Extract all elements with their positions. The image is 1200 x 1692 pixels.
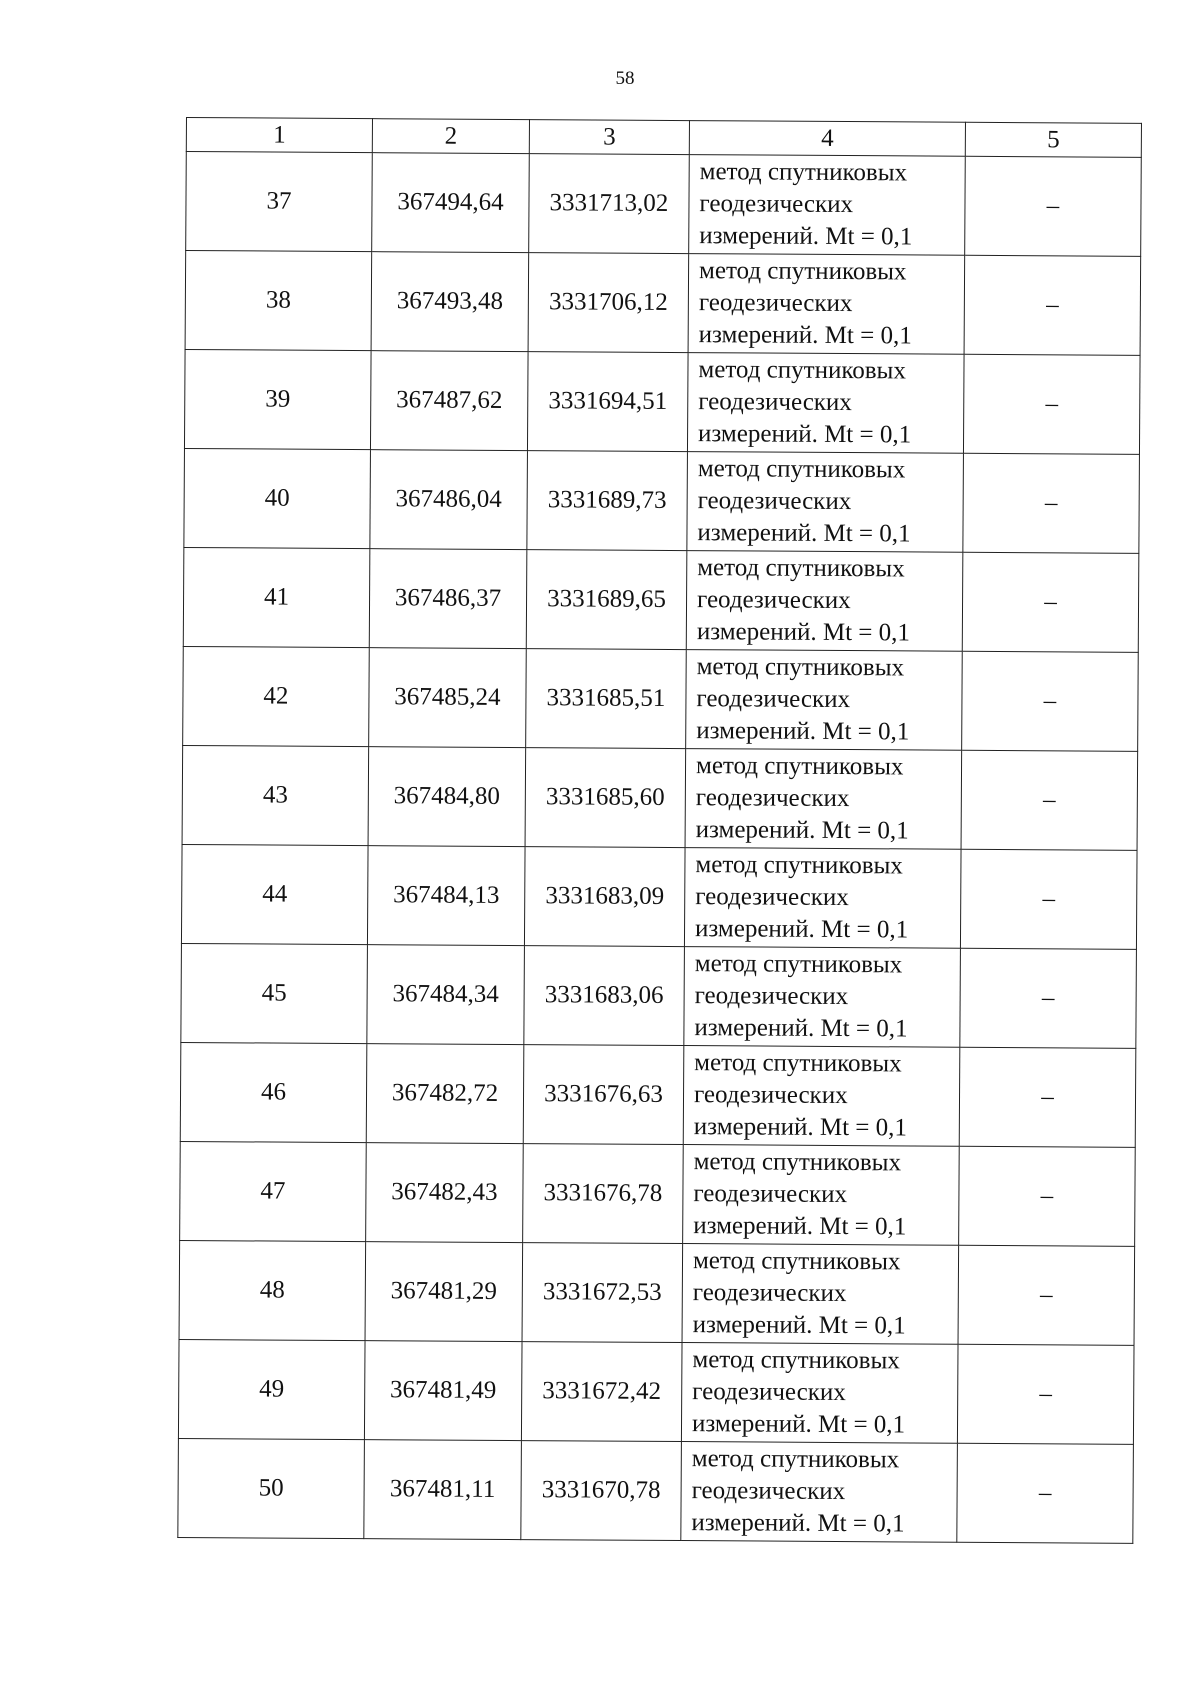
x-coordinate-cell: 367481,49 [364,1341,522,1441]
y-coordinate-cell: 3331683,06 [524,946,685,1046]
x-coordinate-cell: 367485,24 [369,648,527,748]
x-coordinate-cell: 367487,62 [370,351,528,451]
x-coordinate-cell: 367481,11 [364,1440,522,1540]
header-col-5: 5 [965,122,1141,157]
page-number: 58 [615,68,635,89]
header-col-2: 2 [372,119,529,154]
y-coordinate-cell: 3331670,78 [521,1441,682,1541]
note-cell: – [962,651,1139,751]
x-coordinate-cell: 367486,37 [369,549,527,649]
point-number-cell: 47 [180,1141,367,1241]
x-coordinate-cell: 367493,48 [371,252,529,352]
method-cell: метод спутниковых геодезических измерений. Mt = 0,1 [683,1145,960,1246]
table-row [185,251,1141,356]
note-cell: – [960,948,1137,1048]
note-cell: – [957,1443,1134,1543]
point-number-cell: 39 [184,349,371,449]
x-coordinate-cell: 367484,34 [367,945,525,1045]
y-coordinate-cell: 3331683,09 [524,847,685,947]
point-number-cell: 37 [186,152,373,252]
table-body [178,152,1141,1544]
y-coordinate-cell: 3331689,65 [526,550,687,650]
y-coordinate-cell: 3331706,12 [528,253,689,353]
table-row [183,646,1139,751]
header-col-4: 4 [689,121,965,157]
header-col-3: 3 [529,120,689,155]
point-number-cell: 44 [181,844,368,944]
note-cell: – [962,552,1139,652]
point-number-cell: 38 [185,251,372,351]
table-header [186,118,1141,158]
method-cell: метод спутниковых геодезических измерений. Mt = 0,1 [682,1244,959,1345]
x-coordinate-cell: 367482,43 [366,1143,524,1243]
note-cell: – [957,1344,1134,1444]
method-cell: метод спутниковых геодезических измерений. Mt = 0,1 [686,551,963,652]
note-cell: – [961,750,1138,850]
x-coordinate-cell: 367494,64 [372,153,530,253]
header-col-1: 1 [186,118,372,153]
note-cell: – [959,1047,1136,1147]
note-cell: – [965,156,1142,256]
y-coordinate-cell: 3331694,51 [527,352,688,452]
method-cell: метод спутниковых геодезических измерений. Mt = 0,1 [686,650,963,751]
note-cell: – [958,1245,1135,1345]
point-number-cell: 42 [183,646,370,746]
table-row [184,349,1140,454]
note-cell: – [960,849,1137,949]
note-cell: – [959,1146,1136,1246]
x-coordinate-cell: 367484,80 [368,747,526,847]
y-coordinate-cell: 3331689,73 [527,451,688,551]
y-coordinate-cell: 3331713,02 [529,154,690,254]
table-row [178,1339,1134,1444]
method-cell: метод спутниковых геодезических измерений. Mt = 0,1 [688,254,965,355]
table-row [178,1438,1134,1543]
table-row [179,1240,1135,1345]
note-cell: – [963,354,1140,454]
point-number-cell: 48 [179,1240,366,1340]
point-number-cell: 50 [178,1438,365,1538]
point-number-cell: 41 [183,547,370,647]
header-row [186,118,1141,158]
method-cell: метод спутниковых геодезических измерений. Mt = 0,1 [683,1046,960,1147]
y-coordinate-cell: 3331672,42 [521,1342,682,1442]
table-row [181,943,1137,1048]
method-cell: метод спутниковых геодезических измерений. Mt = 0,1 [689,155,966,256]
note-cell: – [963,453,1140,553]
method-cell: метод спутниковых геодезических измерений. Mt = 0,1 [681,1442,958,1543]
y-coordinate-cell: 3331672,53 [522,1243,683,1343]
point-number-cell: 49 [178,1339,365,1439]
point-number-cell: 40 [184,448,371,548]
x-coordinate-cell: 367484,13 [367,846,525,946]
x-coordinate-cell: 367481,29 [365,1242,523,1342]
note-cell: – [964,255,1141,355]
y-coordinate-cell: 3331676,63 [523,1045,684,1145]
point-number-cell: 46 [180,1042,367,1142]
table-row [180,1141,1136,1246]
x-coordinate-cell: 367482,72 [366,1044,524,1144]
table-row [182,745,1138,850]
method-cell: метод спутниковых геодезических измерений. Mt = 0,1 [685,749,962,850]
method-cell: метод спутниковых геодезических измерений. Mt = 0,1 [687,452,964,553]
table-row [181,844,1137,949]
x-coordinate-cell: 367486,04 [370,450,528,550]
y-coordinate-cell: 3331685,60 [525,748,686,848]
method-cell: метод спутниковых геодезических измерений. Mt = 0,1 [684,848,961,949]
coordinates-table [177,117,1142,1544]
method-cell: метод спутниковых геодезических измерений. Mt = 0,1 [684,947,961,1048]
table-row [180,1042,1136,1147]
table-row [183,547,1139,652]
point-number-cell: 43 [182,745,369,845]
method-cell: метод спутниковых геодезических измерений. Mt = 0,1 [687,353,964,454]
point-number-cell: 45 [181,943,368,1043]
y-coordinate-cell: 3331685,51 [526,649,687,749]
y-coordinate-cell: 3331676,78 [523,1144,684,1244]
method-cell: метод спутниковых геодезических измерений. Mt = 0,1 [681,1343,958,1444]
table-row [184,448,1140,553]
table-row [186,152,1142,257]
